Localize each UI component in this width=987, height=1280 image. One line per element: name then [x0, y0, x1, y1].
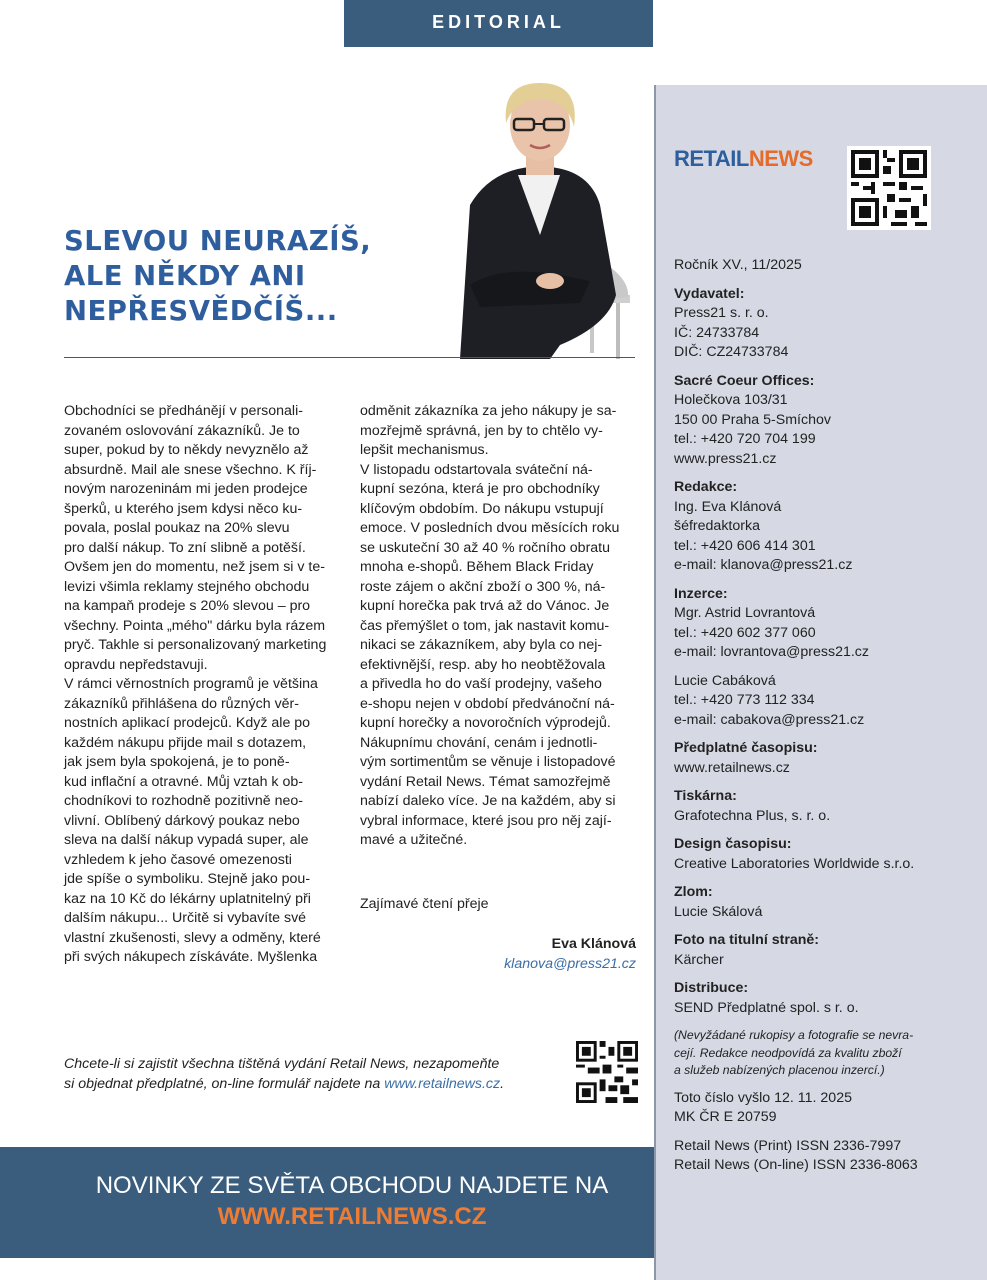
text-line: pryč. Takhle si personalizovaný marketing	[64, 637, 327, 653]
note-line: (Nevyžádané rukopisy a fotografie se nevra-	[674, 1028, 914, 1042]
text-line: kupní horečky a novoročních výprodejů.	[360, 715, 611, 731]
masthead-block-ads	[674, 585, 974, 663]
masthead-block-print	[674, 787, 974, 826]
text-line: povala, poslal poukaz na 20% slevu	[64, 520, 290, 536]
text-line: Nákupnímu chování, cenám i jednotli-	[360, 734, 598, 751]
masthead-label: Tiskárna:	[674, 788, 737, 804]
note-line: cejí. Redakce neodpovídá za kvalitu zboží	[674, 1045, 902, 1060]
text-line: efektivnější, resp. aby ho neobtěžovala	[360, 656, 606, 673]
masthead-line: tel.: +420 773 112 334	[674, 692, 815, 708]
text-line: V listopadu odstartovala sváteční ná-	[360, 461, 593, 478]
masthead-block-cover	[674, 931, 974, 970]
masthead-line: Lucie Skálová	[674, 903, 763, 920]
masthead-label: Předplatné časopisu:	[674, 740, 818, 756]
masthead-label: Design časopisu:	[674, 836, 792, 852]
masthead-block-editorial	[674, 478, 974, 576]
issn-line: Retail News (On-line) ISSN 2336-8063	[674, 1157, 918, 1173]
text-line: každém nákupu přijde mail s dotazem,	[64, 734, 307, 751]
text-line: nikaci se zákazníkem, aby byla co nej-	[360, 637, 603, 653]
masthead-line: Ročník XV., 11/2025	[674, 257, 802, 273]
masthead-block-distribution	[674, 979, 974, 1018]
text-line: Obchodníci se předhánějí v personali-	[64, 403, 303, 419]
headline-line: NEPŘESVĚDČÍŠ...	[64, 295, 338, 327]
masthead-email[interactable]: e-mail: lovrantova@press21.cz	[674, 644, 869, 660]
text-line: roste zájem o akční zboží o 300 %, ná-	[360, 578, 606, 595]
masthead-line: SEND Předplatné spol. s r. o.	[674, 999, 859, 1016]
text-line: všechny. Pointa „mého" dárku byla rázem	[64, 617, 326, 634]
text-line: emoce. V posledních dvou měsících roku	[360, 520, 620, 536]
text-line: e-shopu nejen v období předvánoční ná-	[360, 695, 615, 712]
masthead-link[interactable]: www.press21.cz	[674, 450, 777, 467]
text-line: zovaném oslovování zákazníků. Je to	[64, 422, 300, 439]
text-line: vlivní. Oblíbený dárkový poukaz nebo	[64, 812, 300, 829]
article-column-1	[64, 402, 344, 968]
text-line: čas přemýšlet o tom, jak nastavit komu-	[360, 617, 610, 634]
headline-divider	[64, 357, 635, 358]
text-line: nabízí daleko více. Je na každém, aby si	[360, 793, 616, 809]
masthead-line: Mgr. Astrid Lovrantová	[674, 605, 816, 621]
section-tab: EDITORIAL	[344, 0, 653, 47]
masthead-note	[674, 1027, 974, 1080]
text-line: levizi všimla reklamy stejného obchodu	[64, 578, 310, 595]
masthead-text	[674, 256, 974, 1185]
text-line: vydání Retail News. Témat samozřejmě	[360, 773, 611, 790]
banner-line-1: NOVINKY ZE SVĚTA OBCHODU NAJDETE NA	[95, 1172, 609, 1199]
footer-banner	[0, 1147, 654, 1258]
text-line: mozřejmě správná, jen by to chtělo vy-	[360, 422, 603, 439]
masthead-block-design	[674, 835, 974, 874]
article-headline	[64, 224, 444, 329]
text-line: klíčovým obdobím. Do nákupu vstupují	[360, 500, 604, 517]
author-email-link[interactable]: klanova@press21.cz	[504, 956, 636, 972]
masthead-link[interactable]: www.retailnews.cz	[674, 759, 790, 776]
note-line: a služeb nabízených placenou inzercí.)	[674, 1063, 885, 1077]
text-line: opravdu nepředstavuji.	[64, 656, 208, 673]
promo-link[interactable]: www.retailnews.cz	[384, 1076, 501, 1092]
text-line: chodníkovi to rozhodně pozitivně neo-	[64, 793, 303, 809]
text-line: kupní horečka pak trvá až do Vánoc. Je	[360, 598, 610, 614]
text-line: sleva na další nákup vypadá super, ale	[64, 832, 309, 848]
masthead-block-publisher	[674, 285, 974, 363]
text-line: dalším nákupu... Určitě si vybavíte své	[64, 910, 307, 926]
masthead-line: Holečkova 103/31	[674, 392, 788, 408]
text-line: se uskuteční 30 až 40 % ročního obratu	[360, 539, 611, 556]
headline-line: ALE NĚKDY ANI	[64, 260, 306, 292]
masthead-label: Zlom:	[674, 884, 713, 900]
masthead-block-subscription	[674, 739, 974, 778]
masthead-line: Lucie Cabáková	[674, 672, 776, 689]
masthead-line: tel.: +420 720 704 199	[674, 431, 816, 447]
masthead-line: Kärcher	[674, 951, 724, 968]
text-line: pro další nákup. To zní slibně a potěší.	[64, 539, 306, 556]
author-name: Eva Klánová	[551, 936, 636, 952]
text-line: při svých nákupech získáváte. Myšlenka	[64, 949, 318, 965]
text-line: jak jsem byla spokojená, je to poně-	[64, 754, 290, 770]
masthead-line: IČ: 24733784	[674, 324, 760, 341]
masthead-label: Distribuce:	[674, 980, 749, 996]
text-line: super, pokud by to někdy nevyznělo až	[64, 442, 309, 458]
masthead-label: Redakce:	[674, 479, 738, 495]
logo-retail: RETAIL	[674, 146, 749, 171]
text-line: a přivedla ho do vaší prodejny, vašeho	[360, 676, 602, 692]
promo-line-2	[64, 1074, 554, 1094]
masthead-block-layout	[674, 883, 974, 922]
qr-code-icon	[847, 146, 931, 230]
text-line: na kampaň prodeje s 20% slevou – pro	[64, 598, 311, 614]
text-line: kaz na 10 Kč do lékárny uplatnitelný při	[64, 890, 311, 907]
text-line: novým narozeninám mi jeden prodejce	[64, 481, 308, 497]
issue-line: MK ČR E 20759	[674, 1109, 777, 1125]
text-line: mavé a užitečné.	[360, 832, 468, 848]
masthead-label: Sacré Coeur Offices:	[674, 372, 815, 389]
masthead-line: Press21 s. r. o.	[674, 305, 769, 321]
masthead-issue	[674, 1089, 974, 1128]
banner-link[interactable]: WWW.RETAILNEWS.CZ	[217, 1203, 487, 1230]
promo-text: si objednat předplatné, on-line formulář najdete na	[64, 1076, 385, 1092]
text-line: vybral informace, které jsou pro něj zají-	[360, 812, 612, 829]
article-column-2	[360, 402, 640, 851]
masthead-label: Foto na titulní straně:	[674, 932, 820, 948]
logo-news: NEWS	[748, 146, 813, 171]
masthead-block-ads2	[674, 672, 974, 731]
issue-line: Toto číslo vyšlo 12. 11. 2025	[674, 1089, 852, 1106]
masthead-email[interactable]: e-mail: klanova@press21.cz	[674, 557, 853, 573]
masthead-line: DIČ: CZ24733784	[674, 344, 789, 360]
masthead-line: Ing. Eva Klánová	[674, 498, 782, 515]
text-line: vlastní zkušenosti, slevy a odměny, které	[64, 929, 321, 946]
masthead-line: šéfredaktorka	[674, 518, 760, 534]
masthead-line: 150 00 Praha 5-Smíchov	[674, 411, 831, 428]
issn-line: Retail News (Print) ISSN 2336-7997	[674, 1137, 902, 1154]
masthead-email[interactable]: e-mail: cabakova@press21.cz	[674, 711, 865, 728]
text-line: šperků, u kterého jsem kdysi něco ku-	[64, 500, 303, 517]
text-line: jde spíše o symboliku. Stejně jako pou-	[64, 871, 311, 887]
text-line: vým sortimentům se věnuje i listopadové	[360, 754, 616, 770]
text-line: V rámci věrnostních programů je většina	[64, 676, 318, 692]
masthead-block-offices	[674, 372, 974, 470]
headline-line: SLEVOU NEURAZÍŠ,	[64, 225, 372, 257]
masthead-line: tel.: +420 606 414 301	[674, 537, 816, 554]
qr-code-icon	[576, 1041, 638, 1103]
author-portrait	[440, 75, 640, 359]
promo-end: .	[500, 1076, 505, 1092]
text-line: kupní sezóna, která je pro obchodníky	[360, 481, 600, 497]
closing-greeting: Zajímavé čtení přeje	[360, 896, 489, 912]
masthead-line: tel.: +420 602 377 060	[674, 624, 816, 641]
masthead-label: Inzerce:	[674, 585, 728, 602]
text-line: absurdně. Mail ale snese všechno. K říj-	[64, 461, 317, 478]
subscription-promo	[64, 1054, 554, 1094]
text-line: Ovšem jen do momentu, než jsem si v te-	[64, 559, 325, 575]
text-line: mnoha e-shopů. Během Black Friday	[360, 559, 594, 575]
masthead-line: Grafotechna Plus, s. r. o.	[674, 807, 831, 824]
masthead-block	[674, 256, 974, 276]
masthead-line: Creative Laboratories Worldwide s.r.o.	[674, 855, 915, 872]
text-line: nostních aplikací prodejců. Když ale po	[64, 715, 311, 731]
retail-news-logo	[674, 146, 813, 172]
text-line: kud inflační a otravné. Můj vztah k ob-	[64, 773, 303, 790]
text-line: vzhledem k jeho časové omezenosti	[64, 851, 292, 868]
masthead-issn	[674, 1137, 974, 1176]
masthead-label: Vydavatel:	[674, 285, 745, 302]
text-line: odměnit zákazníka za jeho nákupy je sa-	[360, 403, 617, 419]
promo-line: Chcete-li si zajistit všechna tištěná vydání Retail News, nezapomeňte	[64, 1056, 500, 1072]
text-line: zákazníků přihlášena do různých věr-	[64, 695, 300, 712]
text-line: lepšit mechanismus.	[360, 442, 489, 458]
